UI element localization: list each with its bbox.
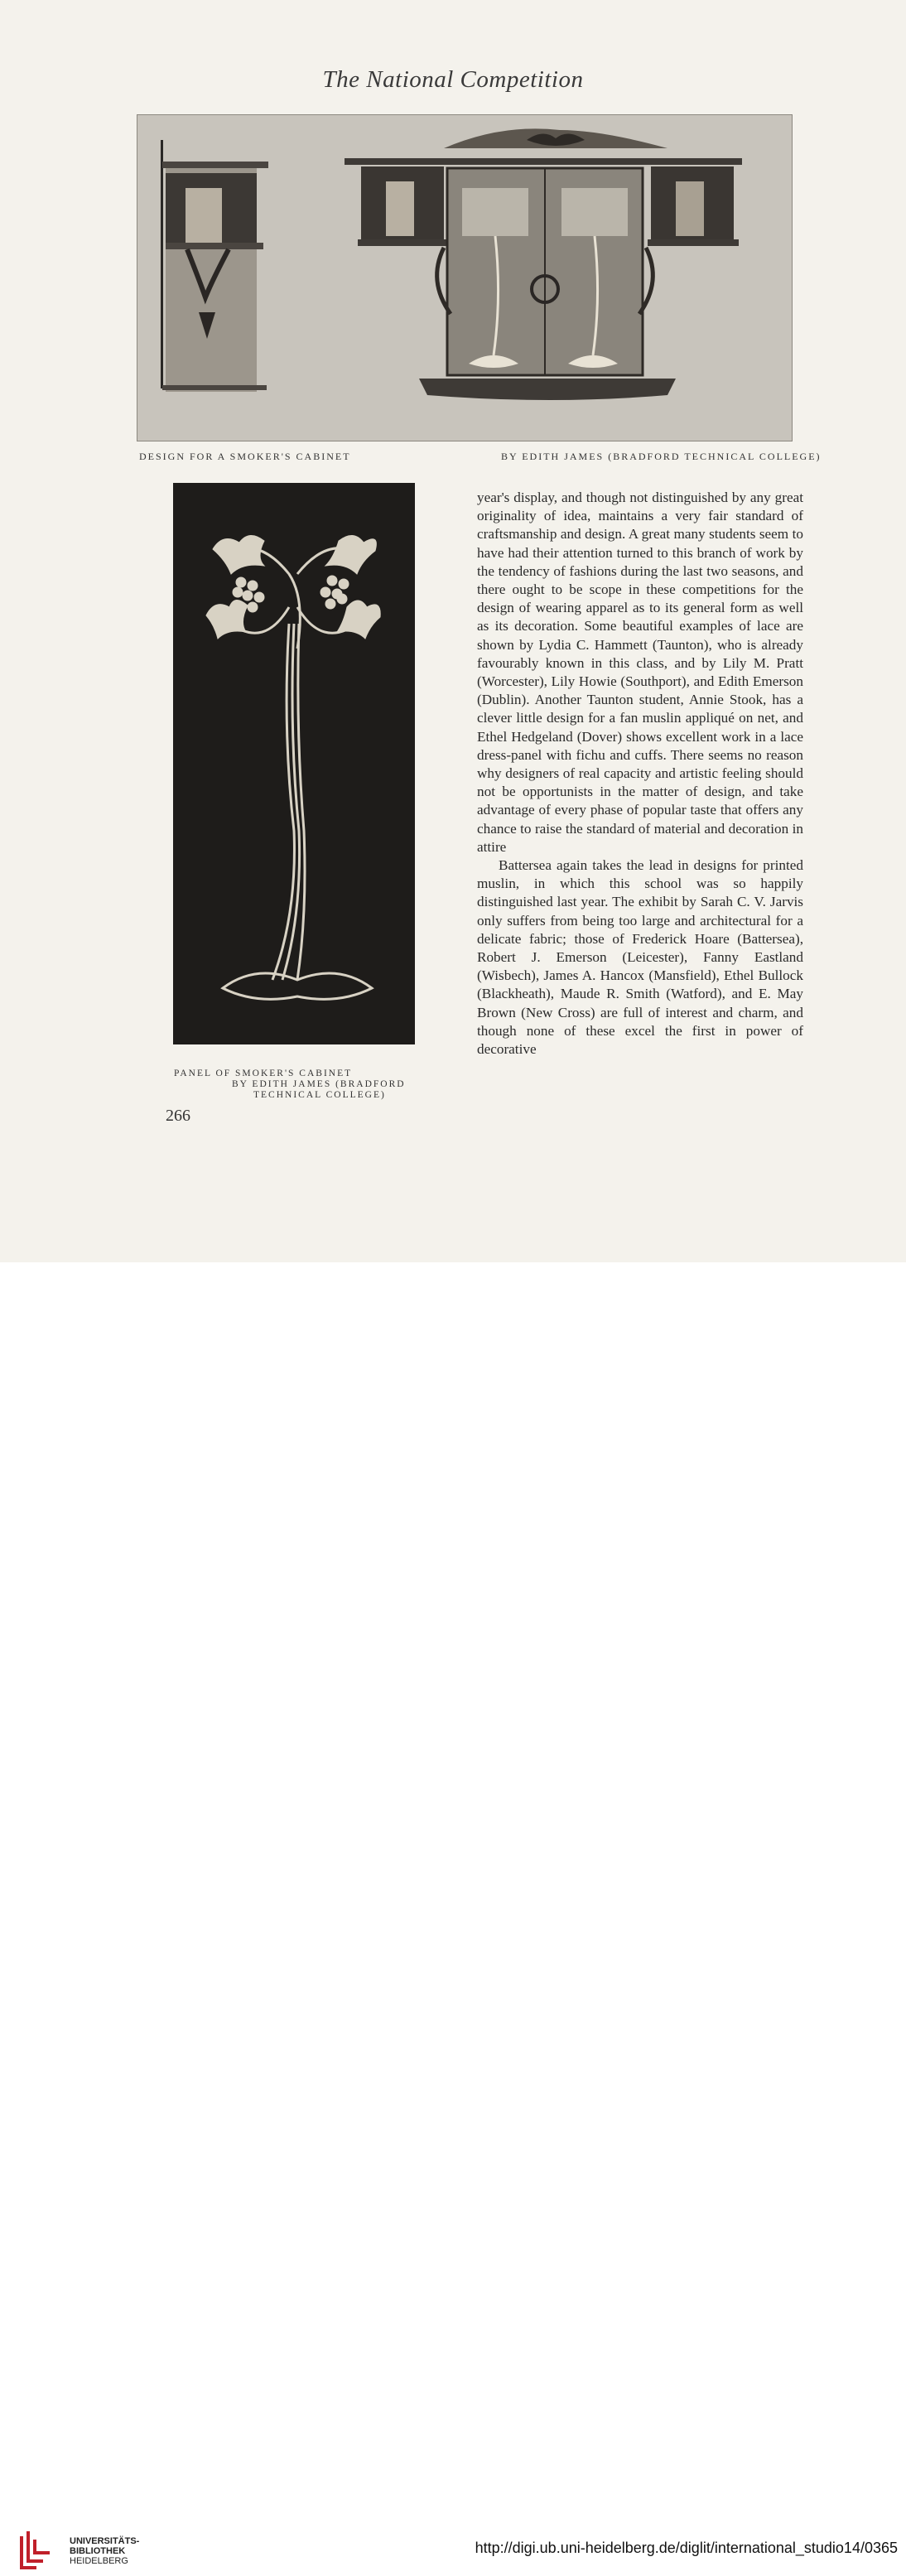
- article-column: [477, 489, 803, 1059]
- library-name: [70, 2536, 139, 2566]
- source-url[interactable]: http://digi.ub.uni-heidelberg.de/diglit/international_studio14/0365: [475, 2540, 898, 2556]
- running-title: The National Competition: [322, 66, 584, 93]
- library-line2: BIBLIOTHEK: [70, 2546, 126, 2556]
- library-logo-icon: [17, 2528, 58, 2576]
- cabinet-caption-left: DESIGN FOR A SMOKER'S CABINET: [139, 451, 351, 462]
- panel-caption: [174, 1069, 439, 1101]
- panel-caption-line3: TECHNICAL COLLEGE): [253, 1090, 386, 1100]
- panel-caption-line2: BY EDITH JAMES (BRADFORD: [232, 1079, 406, 1089]
- panel-illustration: [173, 483, 415, 1044]
- cabinet-illustration: [137, 114, 793, 441]
- article-paragraph-1: year's display, and though not distinguished by any great originality of idea, maintains a very fair standard of craftsmanship and design. A great many students seem to have had their attention turned to this branch of work by the tendency of fashions during the last two seasons, and there ought to be scope in these competitions for the design of wearing apparel as to its general form as well as its decoration. Some beautiful examples of lace are shown by Lydia C. Hammett (Taunton), who is already favourably known in this class, and by Lily M. Pratt (Worcester), Lily Howie (Southport), and Edith Emerson (Dublin). Another Taunton student, Annie Stook, has a clever little design for a fan muslin appliqué on net, and Ethel Hedgeland (Dover) shows excellent work in a lace dress-panel with fichu and cuffs. There seems no reason why designers of real capacity and artistic feeling should not be opportunists in the matter of design, and take advantage of every phase of popular taste that offers any chance to raise the standard of material and decoration in attire: [477, 490, 803, 855]
- cabinet-caption-right: BY EDITH JAMES (BRADFORD TECHNICAL COLLEGE): [501, 451, 822, 462]
- article-paragraph-2: Battersea again takes the lead in designs for printed muslin, in which this school was so happily distinguished last year. The exhibit by Sarah C. V. Jarvis only suffers from being too large and architectural for a delicate fabric; those of Frederick Hoare (Battersea), Robert J. Emerson (Leicester), Fanny Eastland (Wisbech), James A. Hancox (Mansfield), Ethel Bullock (Blackheath), Maude R. Smith (Watford), and E. May Brown (New Cross) are full of interest and charm, and though none of these excel the first in power of decorative: [477, 857, 803, 1058]
- panel-caption-line1: PANEL OF SMOKER'S CABINET: [174, 1069, 353, 1078]
- digitization-footer: [0, 1262, 906, 2566]
- scanned-page: [0, 0, 906, 1262]
- library-line1: UNIVERSITÄTS-: [70, 2536, 140, 2546]
- library-line3: HEIDELBERG: [70, 2556, 128, 2566]
- page-number: 266: [166, 1107, 190, 1125]
